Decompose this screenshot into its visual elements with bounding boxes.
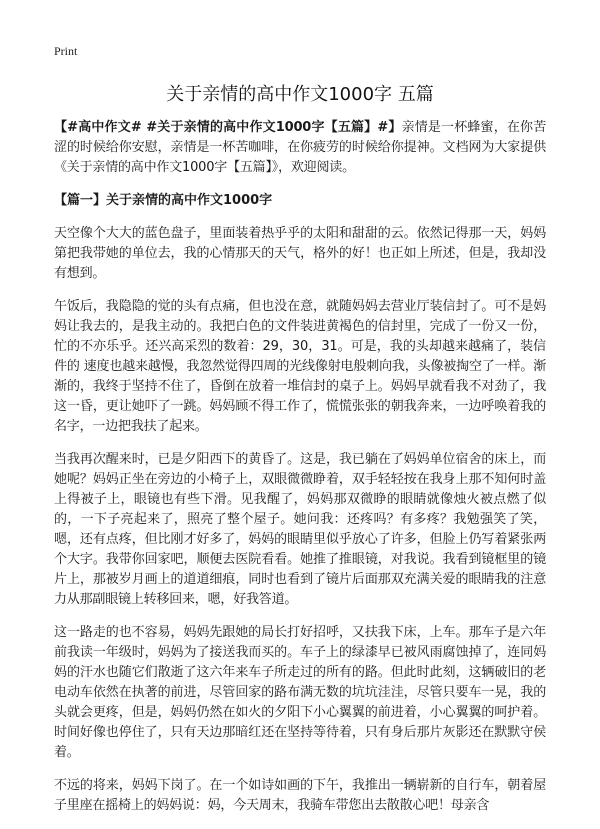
paragraph-3: 当我再次醒来时，已是夕阳西下的黄昏了。这是，我已躺在了妈妈单位宿舍的床上，而她呢？妈妈正坐在旁边的小椅子上，双眼微微睁着，双手轻轻按在我身上那不知何时盖上得被子上，眼镜也有些下滑。见我醒了，妈妈那双微睁的眼睛就像烛火被点燃了似的，一下子亮起来了，照亮了整个屋子。她问我：还疼吗？有多疼？我勉强笑了笑，嗯，还有点疼，但比刚才好多了，妈妈的眼睛里似乎放心了许多，但脸上仍写着紧张两个大字。我带你回家吧，顺便去医院看看。她推了推眼镜，对我说。我看到镜框里的镜片上，那被岁月画上的道道细痕，同时也看到了镜片后面那双充满关爱的眼睛我的注意力从那副眼镜上转移回来，嗯，好我答道。 (54, 452, 546, 607)
paragraph-2: 午饭后，我隐隐的觉的头有点痛，但也没在意，就随妈妈去营业厅装信封了。可不是妈妈让我去的，是我主动的。我把白色的文件装进黄褐色的信封里，完成了一份又一份，忙的不亦乐乎。还兴高采烈的数着：29，30，31。可是，我的头却越来越痛了，装信件的 速度也越来越慢，我忽然觉得四周的光线像射电般刺向我，头像被掏空了一样。渐渐的，我终于坚持不住了，昏倒在放着一堆信封的桌子上。妈妈早就看我不对劲了，我这一昏，更让她吓了一跳。妈妈顾不得工作了，慌慌张张的朝我奔来，一边呼唤着我的名字，一边把我扶了起来。 (54, 299, 546, 434)
print-label[interactable]: Print (54, 44, 78, 58)
document-body (54, 118, 546, 829)
intro-bold-prefix: 【#高中作文# #关于亲情的高中作文1000字【五篇】#】 (54, 120, 402, 135)
paragraph-4: 这一路走的也不容易，妈妈先跟她的局长打好招呼，又扶我下床，上车。那车子是六年前我读一年级时，妈妈为了接送我而买的。车子上的绿漆早已被风雨腐蚀掉了，连同妈妈的汗水也随它们散逝了这六年来车子所走过的所有的路。但此时此刻，这辆破旧的老电动车依然在执著的前进，尽管回家的路布满无数的坑坑洼洼，尽管只要车一晃，我的头就会更疼，但是，妈妈仍然在如火的夕阳下小心翼翼的前进着，小心翼翼的呵护着。时间好像也停住了，只有天边那暗红还在坚持等待着，只有身后那片灰影还在默默守侯着。 (54, 625, 546, 760)
paragraph-5: 不远的将来，妈妈下岗了。在一个如诗如画的下午，我推出一辆崭新的自行车，朝着屋子里座在摇椅上的妈妈说：妈，今天周末，我骑车带您出去散散心吧！母亲含 (54, 778, 546, 813)
paragraph-1: 天空像个大大的蓝色盘子，里面装着热乎乎的太阳和甜甜的云。依然记得那一天，妈妈第把我带她的单位去，我的心情那天的天气，格外的好！也正如上所述，但是，我却没有想到。 (54, 226, 546, 281)
intro-paragraph (54, 118, 546, 178)
intro-text: 亲情是一杯蜂蜜，在你苦涩的时候给你安慰，亲情是一杯苦咖啡，在你疲劳的时候给你提神。文档网为大家提供《关于亲情的高中作文1000字【五篇】》，欢迎阅读。 (54, 120, 546, 175)
section-heading: 【篇一】关于亲情的高中作文1000字 (54, 193, 273, 208)
document-title: 关于亲情的高中作文1000字 五篇 (166, 84, 434, 105)
